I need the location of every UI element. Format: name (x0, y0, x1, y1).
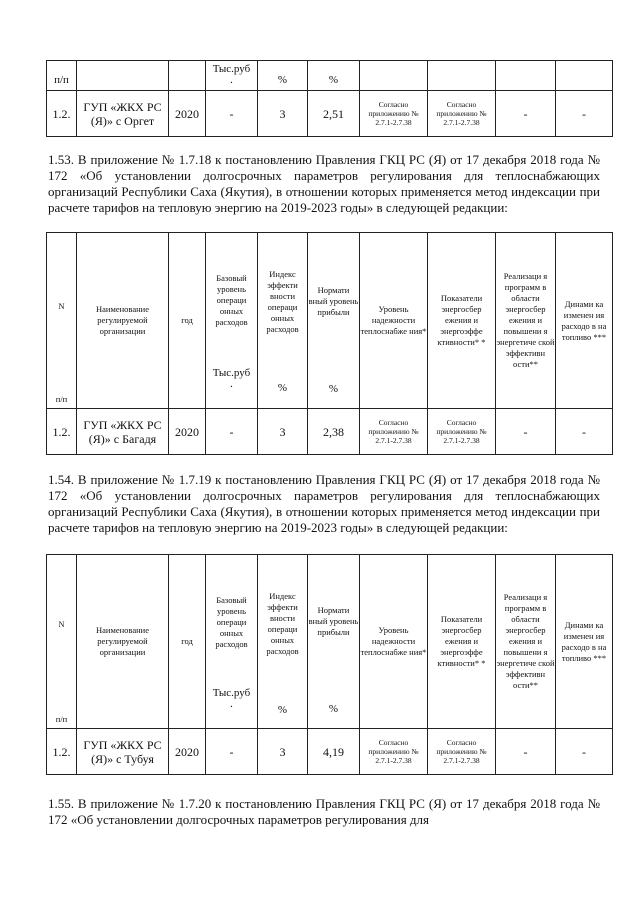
dynamics-value: - (556, 729, 613, 775)
year: 2020 (169, 409, 206, 455)
paragraph-1-53: 1.53. В приложение № 1.7.18 к постановлению Правления ГКЦ РС (Я) от 17 декабря 2018 года № 172 «Об установлении долгосрочных параметров регулирования для теплоснабжающих организаций Республики Саха (Якутия), в отношении которых применяется метод индексации при расчете тарифов на тепловую энергию на 2019-2023 годы» в следующей редакции: (48, 152, 600, 215)
header-org: Наименование регулируемой организации (77, 555, 169, 729)
table-row (47, 409, 613, 455)
org-name: ГУП «ЖКХ РС (Я)» с Багадя (77, 409, 169, 455)
units-row (47, 61, 613, 91)
header-realization: Реализаци я программ в области энергосбер ежения и повышени я энергетиче ской эффективн ости** (496, 555, 556, 729)
header-efficiency: Показатели энергосбер ежения и энергоэффе ктивности* * (428, 555, 496, 729)
header-year: год (169, 233, 206, 409)
efficiency-value: Согласно приложению № 2.7.1-2.7.38 (428, 409, 496, 455)
base-value: - (206, 409, 258, 455)
index-value: 3 (258, 409, 308, 455)
header-year: год (169, 555, 206, 729)
header-reliability: Уровень надежности теплоснабже ния* (360, 233, 428, 409)
base-value: - (206, 91, 258, 137)
header-dynamics: Динами ка изменен ия расходо в на топливо *** (556, 233, 613, 409)
norm-value: 2,51 (308, 91, 360, 137)
paragraph-1-55: 1.55. В приложение № 1.7.20 к постановлению Правления ГКЦ РС (Я) от 17 декабря 2018 года № 172 «Об установлении долгосрочных параметров регулирования для (48, 796, 600, 827)
base-unit: Тыс.руб . (206, 61, 258, 91)
norm-value: 2,38 (308, 409, 360, 455)
efficiency-value: Согласно приложению № 2.7.1-2.7.38 (428, 729, 496, 775)
year: 2020 (169, 91, 206, 137)
top-table (46, 60, 613, 137)
table-row (47, 91, 613, 137)
table-1-53 (46, 232, 613, 455)
table-row (47, 729, 613, 775)
dynamics-value: - (556, 91, 613, 137)
header-norm: Нормати вный уровень прибыли % (308, 555, 360, 729)
header-n: N п/п (47, 555, 77, 729)
header-n: N п/п (47, 233, 77, 409)
base-value: - (206, 729, 258, 775)
reliability-value: Согласно приложению № 2.7.1-2.7.38 (360, 729, 428, 775)
row-number: 1.2. (47, 729, 77, 775)
realization-value: - (496, 409, 556, 455)
norm-unit: % (308, 61, 360, 91)
paragraph-1-54: 1.54. В приложение № 1.7.19 к постановлению Правления ГКЦ РС (Я) от 17 декабря 2018 года № 172 «Об установлении долгосрочных параметров регулирования для теплоснабжающих организаций Республики Саха (Якутия), в отношении которых применяется метод индексации при расчете тарифов на тепловую энергию на 2019-2023 годы» в следующей редакции: (48, 472, 600, 535)
index-value: 3 (258, 91, 308, 137)
header-base: Базовый уровень операци онных расходов Тыс.руб . (206, 233, 258, 409)
table-1-54 (46, 554, 613, 775)
reliability-value: Согласно приложению № 2.7.1-2.7.38 (360, 409, 428, 455)
header-row (47, 555, 613, 729)
header-realization: Реализаци я программ в области энергосбер ежения и повышени я энергетиче ской эффективн ости** (496, 233, 556, 409)
index-unit: % (258, 61, 308, 91)
header-index: Индекс эффекти вности операци онных расходов % (258, 233, 308, 409)
pp-label: п/п (47, 61, 77, 91)
norm-value: 4,19 (308, 729, 360, 775)
header-base: Базовый уровень операци онных расходов Тыс.руб . (206, 555, 258, 729)
index-value: 3 (258, 729, 308, 775)
header-index: Индекс эффекти вности операци онных расходов % (258, 555, 308, 729)
header-reliability: Уровень надежности теплоснабже ния* (360, 555, 428, 729)
header-row (47, 233, 613, 409)
efficiency-value: Согласно приложению № 2.7.1-2.7.38 (428, 91, 496, 137)
row-number: 1.2. (47, 91, 77, 137)
row-number: 1.2. (47, 409, 77, 455)
realization-value: - (496, 91, 556, 137)
reliability-value: Согласно приложению № 2.7.1-2.7.38 (360, 91, 428, 137)
year: 2020 (169, 729, 206, 775)
header-org: Наименование регулируемой организации (77, 233, 169, 409)
header-dynamics: Динами ка изменен ия расходо в на топливо *** (556, 555, 613, 729)
org-name: ГУП «ЖКХ РС (Я)» с Оргет (77, 91, 169, 137)
header-efficiency: Показатели энергосбер ежения и энергоэффе ктивности* * (428, 233, 496, 409)
org-name: ГУП «ЖКХ РС (Я)» с Тубуя (77, 729, 169, 775)
dynamics-value: - (556, 409, 613, 455)
header-norm: Нормати вный уровень прибыли % (308, 233, 360, 409)
realization-value: - (496, 729, 556, 775)
